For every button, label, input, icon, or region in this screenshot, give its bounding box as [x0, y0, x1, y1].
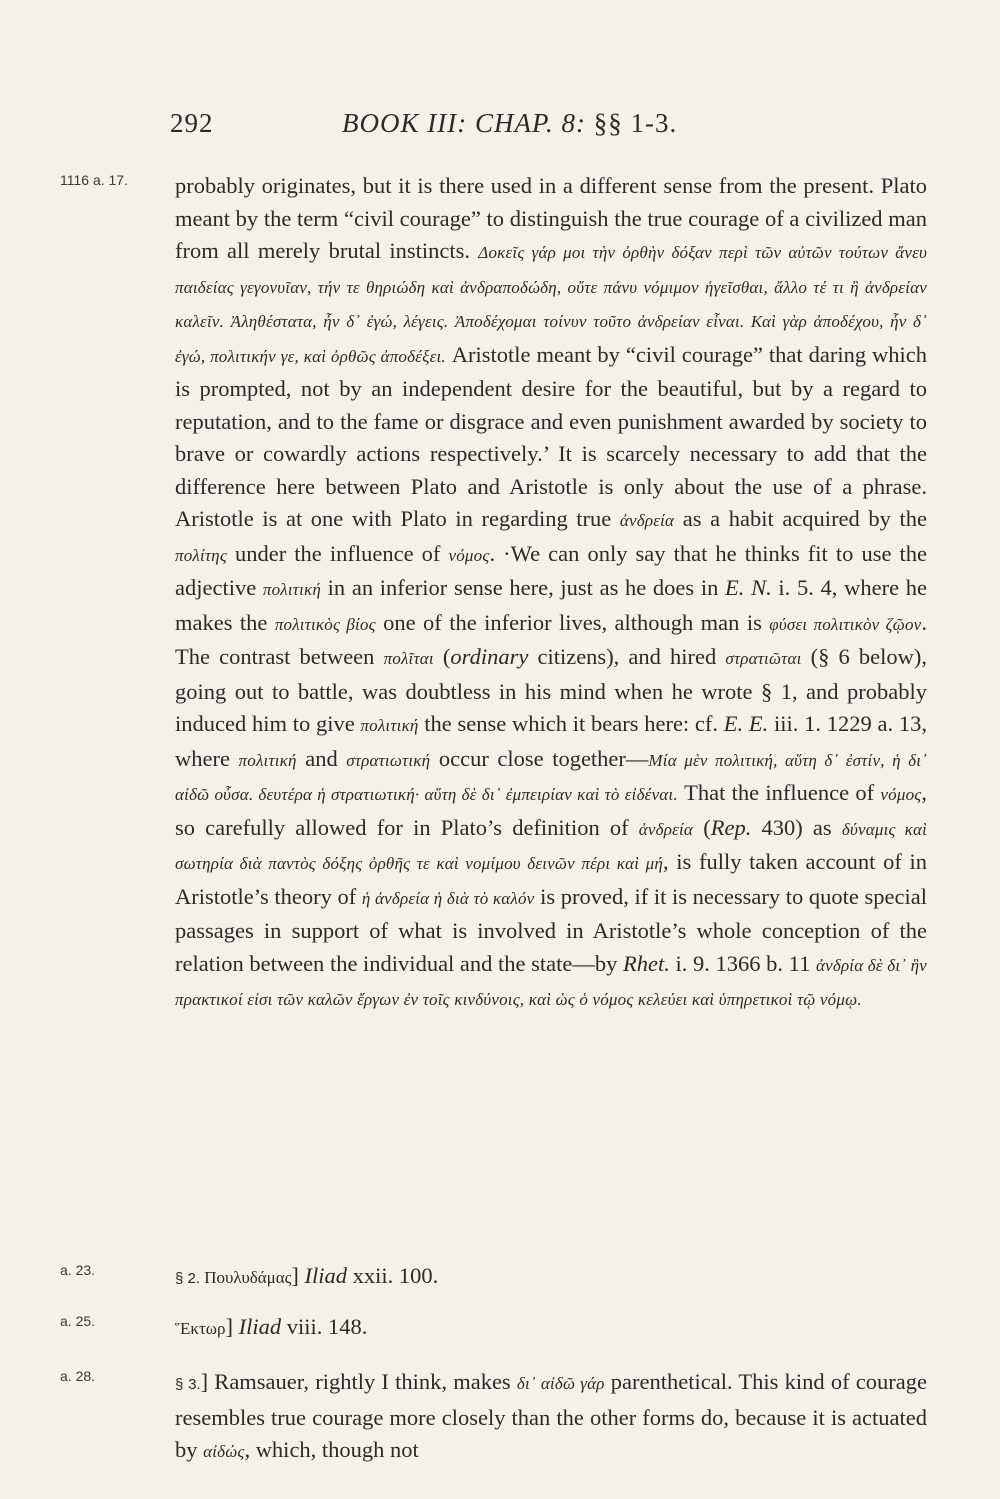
text-run: parenthetical. This kind of courage resembles true courage more closely than the other forms do, because it is actuated by	[175, 1369, 927, 1463]
book-chapter: BOOK III: CHAP. 8:	[342, 108, 586, 138]
text-run: xxii. 100.	[347, 1263, 439, 1288]
line-reference: a. 28.	[60, 1368, 96, 1384]
note-a28	[60, 1366, 930, 1469]
text-run: one of the inferior lives, although man is	[375, 609, 770, 635]
text-run: (	[693, 814, 711, 840]
text-run: 430) as	[751, 814, 842, 840]
note-a25	[60, 1311, 930, 1346]
note-text	[175, 170, 927, 1017]
text-run: ] Ramsauer, rightly I think, makes	[200, 1369, 517, 1394]
greek-quote: δι᾽ αἰδῶ γάρ	[516, 1374, 605, 1393]
text-run: That the influence of	[677, 780, 881, 805]
text-run: i. 9. 1366 b. 11	[669, 950, 816, 976]
note-1116a17	[60, 170, 930, 1017]
text-run: . ·We can only say that he thinks fit to use the adjective	[175, 540, 927, 600]
text-run: is proved, if it is necessary to quote special passages in support of what is involved in Aristotle’s whole conception of the relation between the individual and the state—by	[175, 883, 927, 976]
text-run: . The contrast between	[175, 609, 928, 669]
running-title	[342, 108, 677, 139]
greek-quote: πολιτικὸς βίος	[274, 614, 376, 634]
text-run: ]	[291, 1263, 305, 1288]
greek-quote: Μία μὲν πολιτική, αὕτη δ᾽ ἐστίν, ἡ δι᾽ αἰδῶ οὖσα. δευτέρα ἡ στρατιωτική· αὕτη δὲ δι᾽ ἐμπειρίαν καὶ τὸ εἰδέναι.	[175, 750, 927, 804]
greek-quote: πολιτική	[262, 580, 321, 599]
text-run: Aristotle meant by “civil courage” that daring which is prompted, not by an independent desire for the beautiful, but by a regard to reputation, and to the fame or disgrace and even punishment awarded by society to brave or cowardly actions respectively.’ It is scarcely necessary to add that the difference here between Plato and Aristotle is only about the use of a phrase. Aristotle is at one with Plato in regarding true	[175, 341, 927, 531]
greek-quote: ἀνδρεία	[619, 511, 675, 530]
greek-quote: ἀνδρεία	[638, 819, 694, 839]
text-run: probably originates, but it is there used in a different sense from the present. Plato meant by the term “civil courage” to distinguish the true courage of a civilized man from all merely brutal instincts.	[175, 173, 927, 263]
italic-ref: Rhet.	[623, 950, 670, 976]
text-run: and	[296, 745, 347, 771]
text-run: the sense which it bears here: cf.	[418, 711, 724, 736]
text-run: in an inferior sense here, just as he does in	[321, 575, 726, 600]
text-run: under the influence of	[226, 540, 449, 566]
greek-quote: δύναμις καὶ σωτηρία διὰ παντὸς δόξης ὀρθῆς τε καὶ νομίμου δεινῶν πέρι καὶ μή	[175, 819, 927, 873]
line-reference: a. 23.	[60, 1262, 96, 1278]
note-text	[175, 1260, 927, 1296]
greek-quote: αἰδώς	[203, 1442, 245, 1462]
line-reference: a. 25.	[60, 1313, 96, 1329]
text-run: (	[433, 644, 451, 669]
greek-quote: πολίτης	[175, 545, 227, 565]
italic-ref: Iliad	[238, 1314, 282, 1339]
greek-quote: στρατιωτική	[346, 750, 431, 770]
text-run: ]	[225, 1314, 239, 1339]
greek-quote: Δοκεῖς γάρ μοι τὴν ὀρθὴν δόξαν περὶ τῶν αὐτῶν τούτων ἄνευ παιδείας γεγονυῖαν, τήν τε θηριώδη καὶ ἀνδραποδώδη, οὔτε πάνυ νόμιμον ἡγεῖσθαι, ἄλλο τέ τι ἢ ἀνδρείαν καλεῖν. Ἀληθέστατα, ἦν δ᾽ ἐγώ, λέγεις. Ἀποδέχομαι τοίνυν τοῦτο ἀνδρείαν εἶναι. Καὶ γὰρ ἀποδέχου, ἦν δ᾽ ἐγώ, πολιτικήν γε, καὶ ὀρθῶς ἀποδέξει.	[175, 243, 927, 366]
section-mark: § 3.	[175, 1376, 201, 1393]
text-run: (§ 6 below), going out to battle, was doubtless in his mind when he wrote § 1, and probably induced him to give	[175, 644, 927, 736]
italic-ref: E. N.	[725, 575, 772, 600]
greek-quote: φύσει πολιτικὸν ζῷον	[769, 614, 922, 634]
text-run: , so carefully allowed for in Plato’s definition of	[175, 780, 927, 840]
greek-quote: νόμος	[448, 545, 490, 565]
line-reference: 1116 a. 17.	[60, 172, 128, 188]
text-run: viii. 148.	[281, 1314, 368, 1339]
text-run: , which, though not	[244, 1437, 419, 1463]
page-number: 292	[170, 108, 214, 138]
note-text	[175, 1311, 927, 1346]
greek-quote: πολιτική	[360, 716, 419, 735]
greek-quote: νόμος	[880, 785, 922, 804]
text-run: iii. 1. 1229 a. 13, where	[175, 711, 927, 771]
greek-lemma: Ἕκτωρ	[175, 1319, 226, 1338]
text-run: i. 5. 4, where he makes the	[175, 575, 927, 635]
italic-ref: Rep.	[710, 814, 752, 840]
italic-ref: Iliad	[304, 1263, 348, 1288]
italic-ref: E. E.	[723, 711, 769, 736]
text-run: citizens), and hired	[528, 644, 726, 669]
text-run: occur close together—	[430, 745, 649, 771]
greek-quote: στρατιῶται	[725, 649, 802, 668]
greek-quote: πολῖται	[383, 649, 434, 668]
text-run: , is fully taken account of in Aristotle’s theory of	[175, 849, 927, 909]
section-range: §§ 1-3.	[593, 108, 678, 138]
greek-quote: ἡ ἀνδρεία ἡ διὰ τὸ καλόν	[361, 888, 535, 908]
section-mark: § 2.	[175, 1270, 205, 1287]
greek-lemma: Πουλυδάμας	[204, 1268, 292, 1287]
greek-quote: ἀνδρία δὲ δι᾽ ἣν πρακτικοί εἰσι τῶν καλῶν ἔργων ἐν τοῖς κινδύνοις, καὶ ὡς ὁ νόμος κελεύει καὶ ὑπηρετικοὶ τῷ νόμῳ.	[175, 955, 927, 1009]
note-a23	[60, 1260, 930, 1296]
greek-quote: πολιτική	[238, 750, 297, 770]
text-run: as a habit acquired by the	[674, 506, 927, 531]
note-text	[175, 1366, 927, 1469]
italic-ref: ordinary	[450, 644, 529, 669]
